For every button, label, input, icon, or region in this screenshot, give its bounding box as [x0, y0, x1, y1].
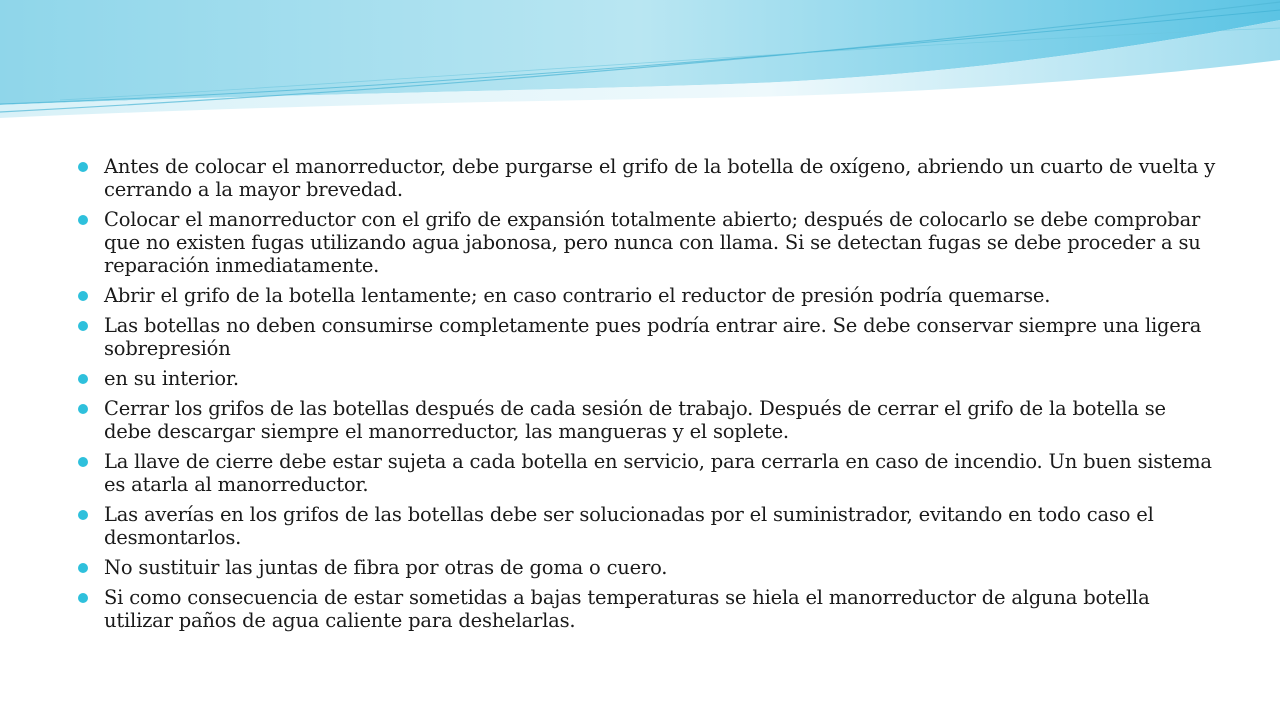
bullet-text: Si como consecuencia de estar sometidas a bajas temperaturas se hiela el manorreductor de alguna botella utilizar paños de agua caliente para deshelarlas.: [104, 586, 1150, 632]
bullet-item: [78, 556, 1218, 579]
bullet-text: Antes de colocar el manorreductor, debe purgarse el grifo de la botella de oxígeno, abriendo un cuarto de vuelta y cerrando a la mayor brevedad.: [104, 155, 1216, 201]
bullet-dot-icon: [78, 404, 88, 414]
bullet-dot-icon: [78, 593, 88, 603]
bullet-item: [78, 586, 1218, 632]
bullet-item: [78, 450, 1218, 496]
bullet-item: [78, 155, 1218, 201]
bullet-item: [78, 284, 1218, 307]
bullet-item: [78, 397, 1218, 443]
bullet-item: [78, 503, 1218, 549]
bullet-text: La llave de cierre debe estar sujeta a cada botella en servicio, para cerrarla en caso de incendio. Un buen sistema es atarla al manorreductor.: [104, 450, 1212, 496]
bullet-text: Colocar el manorreductor con el grifo de expansión totalmente abierto; después de colocarlo se debe comprobar que no existen fugas utilizando agua jabonosa, pero nunca con llama. Si se detectan fugas se debe proceder a su reparación inmediatamente.: [104, 208, 1201, 277]
bullet-dot-icon: [78, 291, 88, 301]
bullet-item: [78, 314, 1218, 360]
bullet-text: Las botellas no deben consumirse completamente pues podría entrar aire. Se debe conservar siempre una ligera sobrepresión: [104, 314, 1202, 360]
bullet-dot-icon: [78, 510, 88, 520]
bullet-dot-icon: [78, 321, 88, 331]
bullet-dot-icon: [78, 162, 88, 172]
bullet-text: en su interior.: [104, 367, 239, 390]
bullet-dot-icon: [78, 563, 88, 573]
bullet-dot-icon: [78, 457, 88, 467]
bullet-list: [78, 155, 1218, 639]
bullet-text: Cerrar los grifos de las botellas después de cada sesión de trabajo. Después de cerrar el grifo de la botella se debe descargar siempre el manorreductor, las mangueras y el soplete.: [104, 397, 1166, 443]
bullet-item: [78, 367, 1218, 390]
header-wave-decoration: [0, 0, 1280, 130]
bullet-dot-icon: [78, 374, 88, 384]
bullet-text: Las averías en los grifos de las botellas debe ser solucionadas por el suministrador, evitando en todo caso el desmontarlos.: [104, 503, 1154, 549]
bullet-item: [78, 208, 1218, 277]
bullet-text: Abrir el grifo de la botella lentamente; en caso contrario el reductor de presión podría quemarse.: [104, 284, 1051, 307]
bullet-text: No sustituir las juntas de fibra por otras de goma o cuero.: [104, 556, 668, 579]
bullet-dot-icon: [78, 215, 88, 225]
